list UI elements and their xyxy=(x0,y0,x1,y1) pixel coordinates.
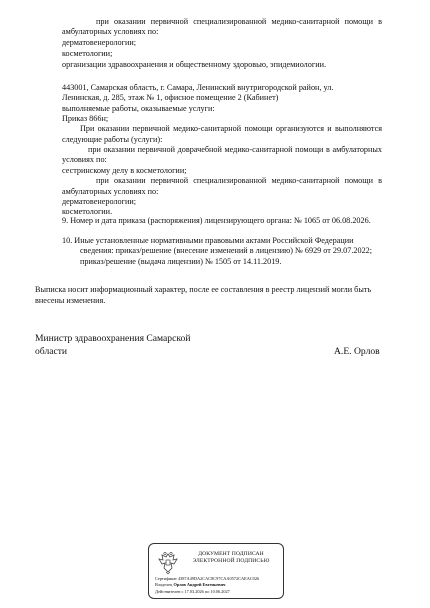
text-line: дерматовенерологии; xyxy=(62,38,137,47)
address-line: 443001, Самарская область, г. Самара, Ленинский внутригородской район, ул. xyxy=(62,83,334,92)
stamp-owner-name: Орлов Андрей Евгеньевич xyxy=(173,582,226,587)
signer-name: А.Е. Орлов xyxy=(334,346,380,357)
text-line: дерматовенерологии; xyxy=(62,197,137,206)
text-line: организации здравоохранения и общественному здоровью, эпидемиологии. xyxy=(62,60,327,69)
stamp-heading: ДОКУМЕНТ ПОДПИСАН xyxy=(198,551,264,557)
stamp-validity: Действителен с 17.03.2026 по 10.06.2027 xyxy=(155,589,230,594)
text-line: амбулаторных условиях по: xyxy=(62,27,159,36)
text-line: условиях по: xyxy=(62,155,107,164)
text-line: амбулаторных условиях по: xyxy=(62,187,159,196)
stamp-owner-label: Владелец xyxy=(155,582,173,587)
stamp-certificate: Сертификат 4387A49DA2CAC8C97CAA0572CAEAC026 xyxy=(155,576,260,581)
text-line: при оказании первичной специализированной медико-санитарной помощи в xyxy=(96,17,382,26)
text-line: Приказ 866н; xyxy=(62,114,109,123)
stamp-heading: ЭЛЕКТРОННОЙ ПОДПИСЬЮ xyxy=(192,558,270,564)
disclaimer-line: Выписка носит информационный характер, после ее составления в реестр лицензий могли быть xyxy=(35,285,372,294)
text-line: при оказании первичной доврачебной медико-санитарной помощи в амбулаторных xyxy=(88,145,382,154)
text-line: косметологии; xyxy=(62,49,113,58)
item-10-line: сведения: приказ/решение (внесение изменений в лицензию) № 6929 от 29.07.2022; xyxy=(80,246,373,255)
signer-position: Министр здравоохранения Самарской xyxy=(35,333,191,344)
signer-position: области xyxy=(35,346,68,357)
electronic-signature-stamp xyxy=(148,543,284,599)
text-line: При оказании первичной медико-санитарной помощи организуются и выполняются xyxy=(80,124,382,133)
item-10-line: 10. Иные установленные нормативными правовыми актами Российской Федерации xyxy=(62,236,354,245)
text-line: косметологии. xyxy=(62,207,113,216)
text-line: выполняемые работы, оказываемые услуги: xyxy=(62,104,215,113)
coat-of-arms-icon xyxy=(157,551,179,575)
item-9: 9. Номер и дата приказа (распоряжения) лицензирующего органа: № 1065 от 06.08.2026. xyxy=(62,216,371,225)
disclaimer-line: внесены изменения. xyxy=(35,296,106,305)
address-line: Ленинская, д. 285, этаж № 1, офисное помещение 2 (Кабинет) xyxy=(62,93,279,102)
stamp-owner xyxy=(155,582,225,587)
text-line: сестринскому делу в косметологии; xyxy=(62,166,187,175)
text-line: при оказании первичной специализированной медико-санитарной помощи в xyxy=(96,176,382,185)
text-line: следующие работы (услуги): xyxy=(62,135,163,144)
item-10-line: приказ/решение (выдача лицензии) № 1505 от 14.11.2019. xyxy=(80,257,282,266)
